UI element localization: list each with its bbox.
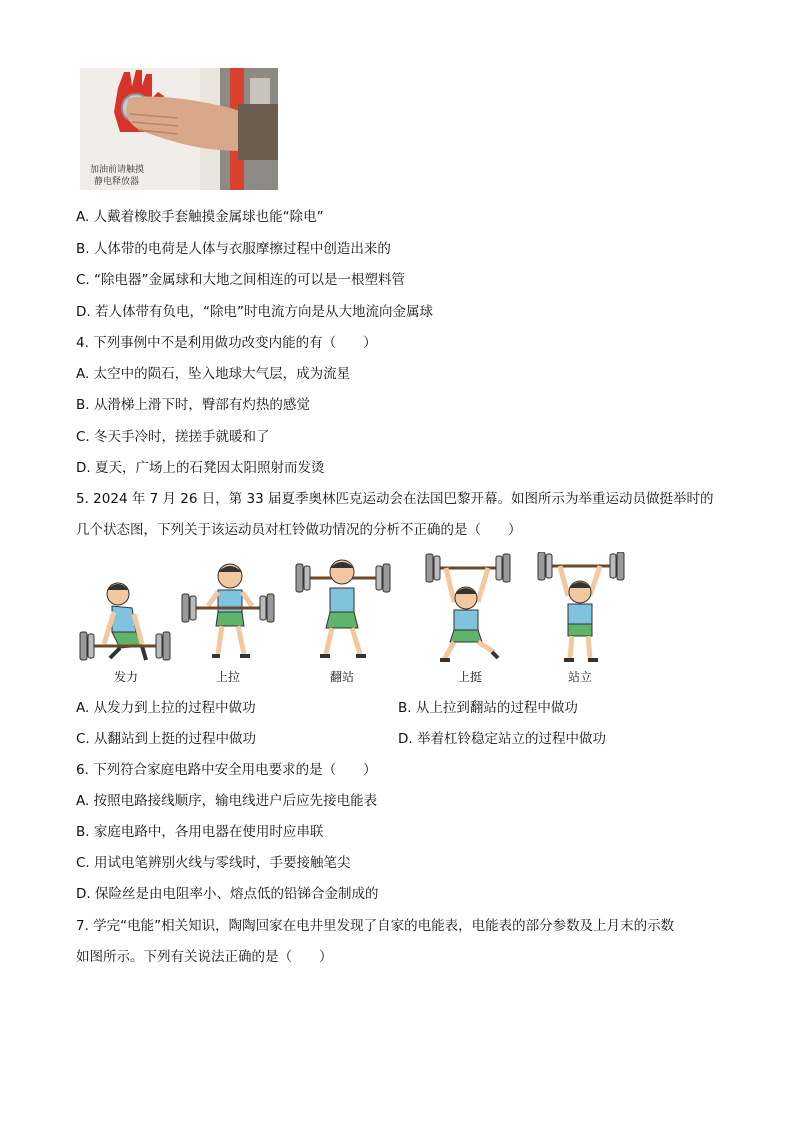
lifter-pull-illustration [178, 552, 278, 668]
q7-stem-line2: 如图所示。下列有关说法正确的是（ ） [76, 949, 333, 965]
figure-fanzhan [292, 552, 392, 688]
q4-option-b: B. 从滑梯上滑下时，臀部有灼热的感觉 [76, 397, 310, 413]
q6-option-d: D. 保险丝是由电阻率小、熔点低的铅锑合金制成的 [76, 886, 379, 902]
figure-zhanli [530, 552, 630, 688]
q6-option-b: B. 家庭电路中，各用电器在使用时应串联 [76, 824, 324, 840]
figure-label-fali: 发力 [113, 670, 138, 684]
q5-option-c: C. 从翻站到上挺的过程中做功 [76, 731, 257, 747]
q4-option-a: A. 太空中的陨石，坠入地球大气层，成为流星 [76, 366, 351, 382]
q3-option-b: B. 人体带的电荷是人体与衣服摩擦过程中创造出来的 [76, 241, 391, 257]
q5-option-d: D. 举着杠铃稳定站立的过程中做功 [398, 731, 606, 747]
lifter-crouch-illustration [76, 552, 176, 668]
q6-option-a: A. 按照电路接线顺序，输电线进户后应先接电能表 [76, 793, 378, 809]
lifter-stand-illustration [530, 552, 630, 668]
weightlifting-figures [76, 552, 636, 692]
figure-label-shangla: 上拉 [215, 670, 240, 684]
q3-option-d: D. 若人体带有负电，“除电”时电流方向是从大地流向金属球 [76, 304, 433, 320]
photo-caption-line2: 静电释放器 [94, 177, 140, 187]
q7-stem-line1: 7. 学完“电能”相关知识，陶陶回家在电井里发现了自家的电能表，电能表的部分参数及上月末的示数 [76, 918, 675, 934]
figure-label-fanzhan: 翻站 [329, 670, 354, 684]
q4-stem: 4. 下列事例中不是利用做功改变内能的有（ ） [76, 335, 377, 351]
figure-label-zhanli: 站立 [567, 670, 592, 684]
static-discharger-photo [80, 68, 278, 190]
figure-label-shangting: 上挺 [457, 670, 482, 684]
figure-shangting [420, 552, 520, 688]
q3-option-a: A. 人戴着橡胶手套触摸金属球也能“除电” [76, 209, 324, 225]
photo-caption-line1: 加油前请触摸 [90, 165, 145, 175]
lifter-clean-illustration [292, 552, 392, 668]
q4-option-d: D. 夏天，广场上的石凳因太阳照射而发烫 [76, 460, 325, 476]
q4-option-c: C. 冬天手冷时，搓搓手就暖和了 [76, 429, 270, 445]
figure-fali [76, 552, 176, 688]
static-discharger-illustration [80, 68, 278, 190]
figure-shangla [178, 552, 278, 688]
q5-stem-line2: 几个状态图，下列关于该运动员对杠铃做功情况的分析不正确的是（ ） [76, 522, 522, 538]
q6-option-c: C. 用试电笔辨别火线与零线时，手要接触笔尖 [76, 855, 351, 871]
q6-stem: 6. 下列符合家庭电路中安全用电要求的是（ ） [76, 762, 377, 778]
q3-option-c: C. “除电器”金属球和大地之间相连的可以是一根塑料管 [76, 272, 405, 288]
q5-stem-line1: 5. 2024 年 7 月 26 日，第 33 届夏季奥林匹克运动会在法国巴黎开幕。如图所示为举重运动员做挺举时的 [76, 491, 714, 507]
q5-option-b: B. 从上拉到翻站的过程中做功 [398, 700, 578, 716]
lifter-jerk-illustration [420, 552, 520, 668]
q5-option-a: A. 从发力到上拉的过程中做功 [76, 700, 256, 716]
